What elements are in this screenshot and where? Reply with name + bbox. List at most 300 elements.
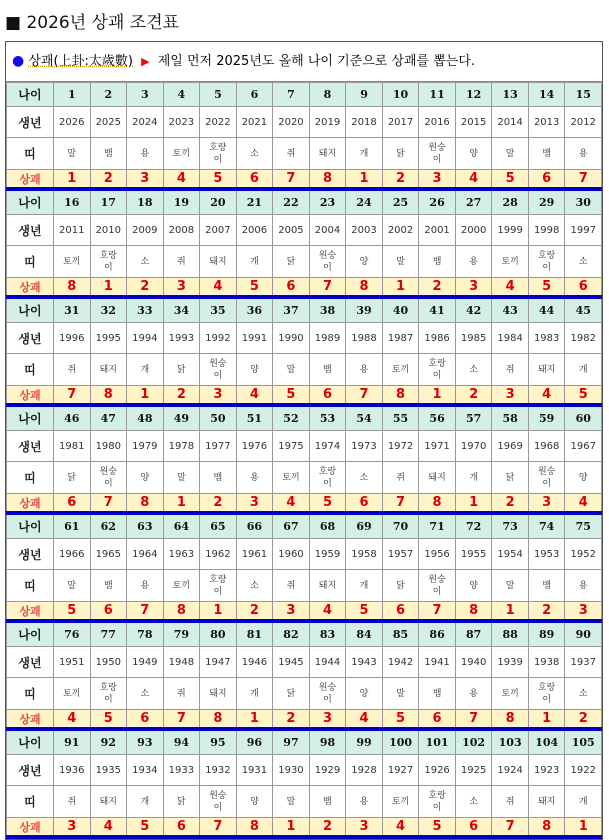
cell-age: 18 [127, 189, 164, 215]
cell-year: 2001 [419, 215, 456, 246]
cell-zod: 양 [565, 462, 602, 494]
cell-year: 2009 [127, 215, 164, 246]
cell-year: 2002 [382, 215, 419, 246]
cell-year: 1998 [528, 215, 565, 246]
cell-sw: 3 [163, 278, 200, 298]
cell-sw: 6 [346, 494, 383, 514]
row-label: 상괘 [7, 602, 54, 622]
cell-sw: 6 [127, 710, 164, 730]
cell-year: 1950 [90, 647, 127, 678]
cell-sw: 8 [419, 494, 456, 514]
cell-zod: 원숭이 [309, 678, 346, 710]
cell-year: 2013 [528, 107, 565, 138]
cell-zod: 호랑이 [200, 570, 237, 602]
cell-sw: 1 [127, 386, 164, 406]
cell-age: 101 [419, 729, 456, 755]
cell-year: 2012 [565, 107, 602, 138]
cell-year: 1994 [127, 323, 164, 354]
sangwae-table-box [5, 41, 603, 840]
cell-sw: 6 [54, 494, 91, 514]
cell-age: 35 [200, 297, 237, 323]
cell-year: 2007 [200, 215, 237, 246]
cell-zod: 뱀 [528, 570, 565, 602]
cell-zod: 원숭이 [419, 138, 456, 170]
cell-year: 1968 [528, 431, 565, 462]
cell-sw: 7 [54, 386, 91, 406]
cell-year: 1945 [273, 647, 310, 678]
cell-sw: 3 [528, 494, 565, 514]
cell-year: 1963 [163, 539, 200, 570]
cell-sw: 6 [309, 386, 346, 406]
row-year [7, 539, 602, 570]
cell-year: 1997 [565, 215, 602, 246]
cell-zod: 뱀 [309, 786, 346, 818]
row-label: 상괘 [7, 818, 54, 838]
cell-age: 32 [90, 297, 127, 323]
cell-zod: 개 [565, 354, 602, 386]
cell-sw: 5 [54, 602, 91, 622]
cell-zod: 쥐 [492, 354, 529, 386]
cell-zod: 토끼 [163, 138, 200, 170]
cell-sw: 4 [54, 710, 91, 730]
cell-zod: 개 [346, 570, 383, 602]
row-zod [7, 678, 602, 710]
cell-zod: 닭 [382, 570, 419, 602]
cell-zod: 닭 [273, 246, 310, 278]
cell-sw: 1 [273, 818, 310, 838]
cell-age: 17 [90, 189, 127, 215]
cell-sw: 4 [492, 278, 529, 298]
cell-sw: 7 [492, 818, 529, 838]
cell-zod: 양 [346, 246, 383, 278]
row-label: 생년 [7, 323, 54, 354]
cell-age: 15 [565, 83, 602, 107]
cell-zod: 원숭이 [200, 786, 237, 818]
cell-age: 90 [565, 621, 602, 647]
row-year [7, 323, 602, 354]
cell-age: 7 [273, 83, 310, 107]
cell-year: 2023 [163, 107, 200, 138]
cell-age: 51 [236, 405, 273, 431]
cell-age: 37 [273, 297, 310, 323]
cell-zod: 말 [54, 138, 91, 170]
cell-zod: 말 [273, 354, 310, 386]
cell-age: 39 [346, 297, 383, 323]
cell-year: 1947 [200, 647, 237, 678]
cell-year: 2016 [419, 107, 456, 138]
cell-zod: 용 [455, 246, 492, 278]
cell-sw: 2 [382, 170, 419, 190]
cell-year: 1967 [565, 431, 602, 462]
cell-year: 1978 [163, 431, 200, 462]
cell-year: 1952 [565, 539, 602, 570]
instruction-note [6, 42, 602, 82]
cell-zod: 원숭이 [419, 570, 456, 602]
row-label: 나이 [7, 83, 54, 107]
lookup-table [6, 82, 602, 839]
cell-sw: 5 [492, 170, 529, 190]
row-label: 상괘 [7, 386, 54, 406]
row-sw [7, 818, 602, 838]
row-age [7, 729, 602, 755]
cell-sw: 6 [419, 710, 456, 730]
cell-sw: 3 [309, 710, 346, 730]
cell-zod: 소 [127, 246, 164, 278]
cell-zod: 원숭이 [90, 462, 127, 494]
cell-zod: 호랑이 [90, 246, 127, 278]
note-text: 제일 먼저 2025년도 올해 나이 기준으로 상괘를 뽑는다. [157, 54, 476, 69]
cell-age: 12 [455, 83, 492, 107]
cell-age: 81 [236, 621, 273, 647]
cell-sw: 6 [90, 602, 127, 622]
cell-sw: 1 [163, 494, 200, 514]
cell-year: 2004 [309, 215, 346, 246]
row-zod [7, 246, 602, 278]
cell-year: 1929 [309, 755, 346, 786]
cell-age: 91 [54, 729, 91, 755]
cell-age: 66 [236, 513, 273, 539]
cell-age: 23 [309, 189, 346, 215]
cell-age: 70 [382, 513, 419, 539]
cell-age: 41 [419, 297, 456, 323]
cell-zod: 돼지 [309, 138, 346, 170]
cell-year: 1951 [54, 647, 91, 678]
cell-year: 1958 [346, 539, 383, 570]
row-age [7, 83, 602, 107]
cell-age: 98 [309, 729, 346, 755]
row-label: 생년 [7, 647, 54, 678]
cell-sw: 8 [90, 386, 127, 406]
cell-sw: 8 [346, 278, 383, 298]
cell-age: 8 [309, 83, 346, 107]
cell-age: 52 [273, 405, 310, 431]
cell-age: 25 [382, 189, 419, 215]
cell-age: 5 [200, 83, 237, 107]
cell-age: 30 [565, 189, 602, 215]
cell-zod: 소 [236, 138, 273, 170]
cell-year: 1988 [346, 323, 383, 354]
cell-year: 1939 [492, 647, 529, 678]
cell-sw: 3 [273, 602, 310, 622]
cell-age: 36 [236, 297, 273, 323]
cell-sw: 1 [565, 818, 602, 838]
cell-year: 1961 [236, 539, 273, 570]
row-age [7, 621, 602, 647]
cell-sw: 7 [309, 278, 346, 298]
cell-year: 1989 [309, 323, 346, 354]
cell-age: 16 [54, 189, 91, 215]
cell-sw: 7 [163, 710, 200, 730]
cell-year: 2005 [273, 215, 310, 246]
cell-sw: 8 [54, 278, 91, 298]
cell-age: 89 [528, 621, 565, 647]
cell-sw: 2 [492, 494, 529, 514]
cell-year: 1999 [492, 215, 529, 246]
cell-sw: 1 [382, 278, 419, 298]
cell-zod: 호랑이 [90, 678, 127, 710]
cell-age: 28 [492, 189, 529, 215]
cell-sw: 5 [127, 818, 164, 838]
cell-age: 14 [528, 83, 565, 107]
cell-zod: 돼지 [419, 462, 456, 494]
cell-year: 2022 [200, 107, 237, 138]
cell-sw: 5 [200, 170, 237, 190]
cell-age: 33 [127, 297, 164, 323]
row-age [7, 405, 602, 431]
row-label: 띠 [7, 786, 54, 818]
cell-year: 1954 [492, 539, 529, 570]
cell-sw: 2 [127, 278, 164, 298]
cell-year: 1970 [455, 431, 492, 462]
cell-sw: 4 [455, 170, 492, 190]
cell-age: 59 [528, 405, 565, 431]
cell-age: 72 [455, 513, 492, 539]
row-year [7, 755, 602, 786]
cell-sw: 4 [236, 386, 273, 406]
cell-age: 50 [200, 405, 237, 431]
cell-zod: 원숭이 [528, 462, 565, 494]
cell-zod: 토끼 [492, 678, 529, 710]
cell-year: 1931 [236, 755, 273, 786]
cell-year: 1983 [528, 323, 565, 354]
cell-zod: 뱀 [309, 354, 346, 386]
row-sw [7, 710, 602, 730]
cell-age: 34 [163, 297, 200, 323]
cell-year: 2015 [455, 107, 492, 138]
page-title: ■ 2026년 상괘 조견표 [5, 13, 180, 33]
cell-zod: 소 [127, 678, 164, 710]
row-sw [7, 602, 602, 622]
cell-year: 1933 [163, 755, 200, 786]
cell-zod: 닭 [163, 786, 200, 818]
cell-age: 10 [382, 83, 419, 107]
row-year [7, 107, 602, 138]
cell-age: 43 [492, 297, 529, 323]
cell-age: 105 [565, 729, 602, 755]
row-label: 띠 [7, 246, 54, 278]
cell-age: 83 [309, 621, 346, 647]
cell-sw: 2 [528, 602, 565, 622]
cell-sw: 1 [419, 386, 456, 406]
cell-year: 1964 [127, 539, 164, 570]
cell-zod: 토끼 [382, 786, 419, 818]
cell-zod: 말 [54, 570, 91, 602]
cell-age: 79 [163, 621, 200, 647]
cell-zod: 쥐 [54, 354, 91, 386]
cell-year: 1969 [492, 431, 529, 462]
cell-sw: 4 [382, 818, 419, 838]
cell-sw: 3 [565, 602, 602, 622]
cell-age: 78 [127, 621, 164, 647]
cell-zod: 소 [346, 462, 383, 494]
cell-sw: 6 [382, 602, 419, 622]
cell-age: 94 [163, 729, 200, 755]
cell-age: 102 [455, 729, 492, 755]
cell-sw: 1 [346, 170, 383, 190]
cell-year: 1996 [54, 323, 91, 354]
cell-year: 2025 [90, 107, 127, 138]
cell-zod: 소 [455, 786, 492, 818]
cell-zod: 말 [492, 570, 529, 602]
cell-sw: 7 [419, 602, 456, 622]
cell-age: 104 [528, 729, 565, 755]
cell-age: 49 [163, 405, 200, 431]
row-label: 띠 [7, 678, 54, 710]
row-label: 나이 [7, 189, 54, 215]
cell-year: 2011 [54, 215, 91, 246]
cell-age: 19 [163, 189, 200, 215]
cell-age: 48 [127, 405, 164, 431]
cell-age: 63 [127, 513, 164, 539]
cell-sw: 2 [90, 170, 127, 190]
cell-zod: 뱀 [90, 570, 127, 602]
row-sw [7, 494, 602, 514]
cell-sw: 5 [382, 710, 419, 730]
cell-year: 1980 [90, 431, 127, 462]
cell-zod: 양 [236, 354, 273, 386]
cell-zod: 돼지 [200, 246, 237, 278]
cell-sw: 2 [309, 818, 346, 838]
cell-sw: 4 [309, 602, 346, 622]
cell-zod: 말 [163, 462, 200, 494]
cell-zod: 쥐 [382, 462, 419, 494]
cell-zod: 용 [127, 138, 164, 170]
cell-sw: 5 [236, 278, 273, 298]
cell-zod: 개 [565, 786, 602, 818]
cell-year: 2003 [346, 215, 383, 246]
cell-sw: 5 [273, 386, 310, 406]
cell-year: 2008 [163, 215, 200, 246]
cell-year: 1974 [309, 431, 346, 462]
cell-sw: 4 [346, 710, 383, 730]
cell-age: 38 [309, 297, 346, 323]
row-label: 띠 [7, 462, 54, 494]
cell-age: 11 [419, 83, 456, 107]
cell-zod: 말 [382, 678, 419, 710]
cell-age: 40 [382, 297, 419, 323]
cell-age: 88 [492, 621, 529, 647]
cell-sw: 2 [419, 278, 456, 298]
cell-year: 1993 [163, 323, 200, 354]
cell-sw: 5 [309, 494, 346, 514]
cell-zod: 용 [565, 570, 602, 602]
cell-age: 26 [419, 189, 456, 215]
cell-year: 1925 [455, 755, 492, 786]
row-sw [7, 170, 602, 190]
cell-year: 1975 [273, 431, 310, 462]
row-label: 상괘 [7, 278, 54, 298]
cell-sw: 3 [346, 818, 383, 838]
cell-zod: 개 [127, 354, 164, 386]
cell-year: 1979 [127, 431, 164, 462]
cell-year: 2000 [455, 215, 492, 246]
cell-sw: 8 [382, 386, 419, 406]
cell-year: 1973 [346, 431, 383, 462]
row-label: 상괘 [7, 170, 54, 190]
row-label: 생년 [7, 215, 54, 246]
cell-zod: 소 [565, 246, 602, 278]
cell-year: 1937 [565, 647, 602, 678]
row-year [7, 647, 602, 678]
cell-year: 1932 [200, 755, 237, 786]
cell-age: 31 [54, 297, 91, 323]
cell-year: 1949 [127, 647, 164, 678]
cell-zod: 용 [346, 354, 383, 386]
cell-year: 1926 [419, 755, 456, 786]
cell-year: 1957 [382, 539, 419, 570]
cell-zod: 닭 [54, 462, 91, 494]
cell-age: 53 [309, 405, 346, 431]
cell-year: 1965 [90, 539, 127, 570]
cell-sw: 8 [492, 710, 529, 730]
cell-age: 13 [492, 83, 529, 107]
cell-age: 1 [54, 83, 91, 107]
cell-zod: 토끼 [163, 570, 200, 602]
cell-age: 4 [163, 83, 200, 107]
cell-sw: 1 [54, 170, 91, 190]
cell-sw: 8 [309, 170, 346, 190]
cell-age: 24 [346, 189, 383, 215]
cell-year: 1992 [200, 323, 237, 354]
cell-age: 73 [492, 513, 529, 539]
cell-age: 74 [528, 513, 565, 539]
cell-sw: 8 [163, 602, 200, 622]
cell-zod: 닭 [382, 138, 419, 170]
cell-age: 22 [273, 189, 310, 215]
cell-zod: 돼지 [200, 678, 237, 710]
cell-sw: 6 [163, 818, 200, 838]
cell-sw: 4 [163, 170, 200, 190]
cell-zod: 쥐 [54, 786, 91, 818]
cell-year: 1940 [455, 647, 492, 678]
cell-zod: 양 [455, 570, 492, 602]
row-label: 띠 [7, 570, 54, 602]
cell-sw: 7 [90, 494, 127, 514]
cell-age: 96 [236, 729, 273, 755]
cell-sw: 6 [528, 170, 565, 190]
cell-year: 1943 [346, 647, 383, 678]
cell-zod: 개 [236, 246, 273, 278]
cell-zod: 토끼 [54, 246, 91, 278]
cell-sw: 2 [273, 710, 310, 730]
cell-year: 2019 [309, 107, 346, 138]
cell-age: 93 [127, 729, 164, 755]
row-label: 나이 [7, 513, 54, 539]
row-zod [7, 570, 602, 602]
cell-zod: 용 [565, 138, 602, 170]
cell-year: 1948 [163, 647, 200, 678]
row-year [7, 431, 602, 462]
cell-sw: 5 [419, 818, 456, 838]
cell-year: 1960 [273, 539, 310, 570]
cell-age: 75 [565, 513, 602, 539]
row-label: 상괘 [7, 494, 54, 514]
cell-age: 44 [528, 297, 565, 323]
cell-zod: 말 [382, 246, 419, 278]
cell-age: 21 [236, 189, 273, 215]
cell-age: 85 [382, 621, 419, 647]
cell-zod: 뱀 [419, 246, 456, 278]
cell-zod: 돼지 [309, 570, 346, 602]
cell-age: 77 [90, 621, 127, 647]
cell-year: 2026 [54, 107, 91, 138]
cell-zod: 양 [455, 138, 492, 170]
row-label: 생년 [7, 539, 54, 570]
cell-zod: 쥐 [273, 138, 310, 170]
note-label: 상괘(上卦:太歲數) [28, 54, 133, 69]
cell-age: 97 [273, 729, 310, 755]
cell-age: 99 [346, 729, 383, 755]
